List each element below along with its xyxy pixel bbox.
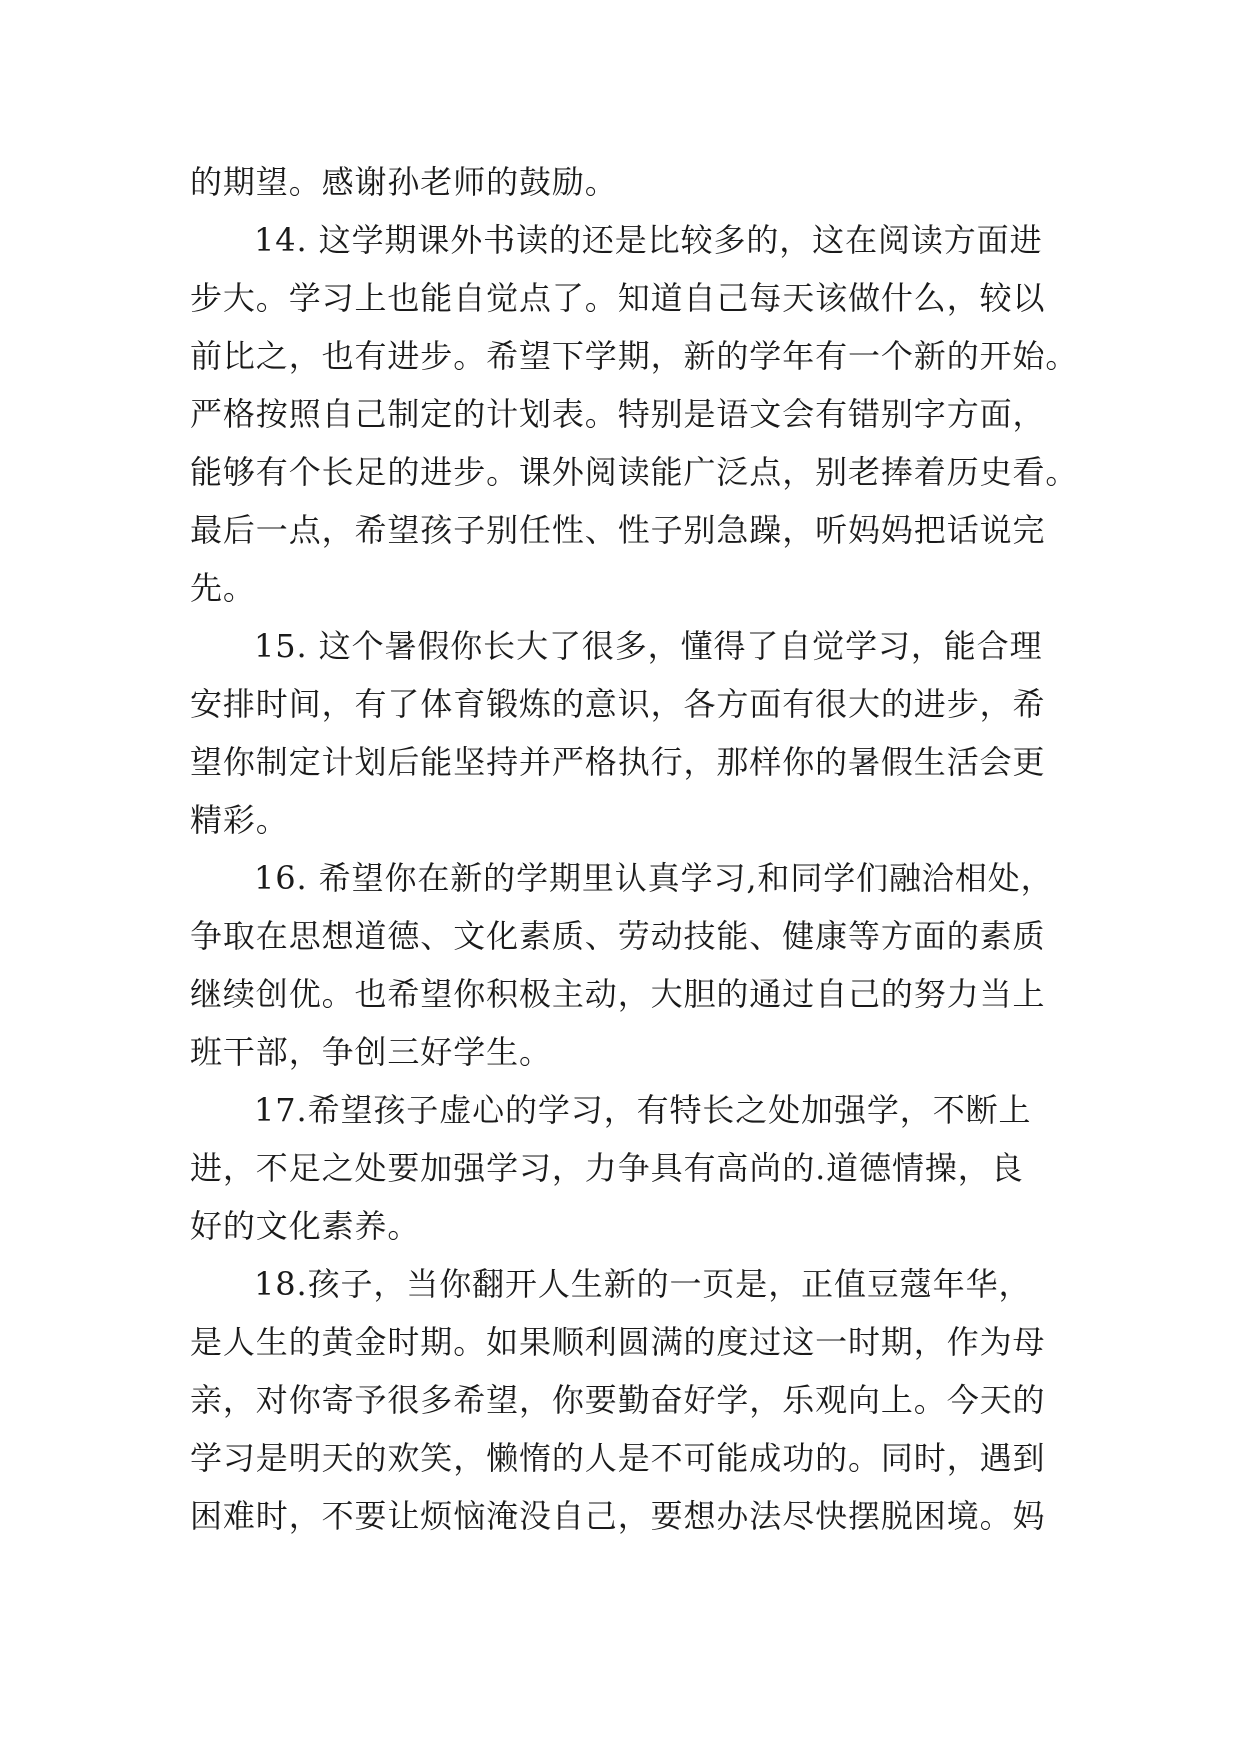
text-line: 安排时间，有了体育锻炼的意识，各方面有很大的进步，希 [190,685,1046,723]
text-line: 前比之，也有进步。希望下学期，新的学年有一个新的开始。 [190,337,1079,375]
text-line: 进，不足之处要加强学习，力争具有高尚的.道德情操，良 [190,1149,1024,1187]
text-line: 先。 [190,569,256,607]
text-line: 的期望。感谢孙老师的鼓励。 [190,163,618,201]
text-line: 好的文化素养。 [190,1207,421,1245]
text-line: 步大。学习上也能自觉点了。知道自己每天该做什么，较以 [190,279,1046,317]
text-line: 望你制定计划后能坚持并严格执行，那样你的暑假生活会更 [190,743,1046,781]
text-line: 继续创优。也希望你积极主动，大胆的通过自己的努力当上 [190,975,1046,1013]
paragraph-15-start: 15. 这个暑假你长大了很多，懂得了自觉学习，能合理 [254,627,1043,665]
text-line: 学习是明天的欢笑，懒惰的人是不可能成功的。同时，遇到 [190,1439,1046,1477]
text-line: 班干部，争创三好学生。 [190,1033,552,1071]
paragraph-14-start: 14. 这学期课外书读的还是比较多的，这在阅读方面进 [254,221,1043,259]
text-line: 严格按照自己制定的计划表。特别是语文会有错别字方面， [190,395,1046,433]
paragraph-18-start: 18.孩子，当你翻开人生新的一页是，正值豆蔻年华， [254,1265,1032,1303]
paragraph-17-start: 17.希望孩子虚心的学习，有特长之处加强学，不断上 [254,1091,1032,1129]
text-line: 能够有个长足的进步。课外阅读能广泛点，别老捧着历史看。 [190,453,1079,491]
paragraph-16-start: 16. 希望你在新的学期里认真学习,和同学们融洽相处， [254,859,1054,897]
text-line: 精彩。 [190,801,289,839]
text-line: 最后一点，希望孩子别任性、性子别急躁，听妈妈把话说完 [190,511,1046,549]
text-line: 困难时，不要让烦恼淹没自己，要想办法尽快摆脱困境。妈 [190,1497,1046,1535]
text-line: 亲，对你寄予很多希望，你要勤奋好学，乐观向上。今天的 [190,1381,1046,1419]
text-line: 是人生的黄金时期。如果顺利圆满的度过这一时期，作为母 [190,1323,1046,1361]
text-line: 争取在思想道德、文化素质、劳动技能、健康等方面的素质 [190,917,1046,955]
